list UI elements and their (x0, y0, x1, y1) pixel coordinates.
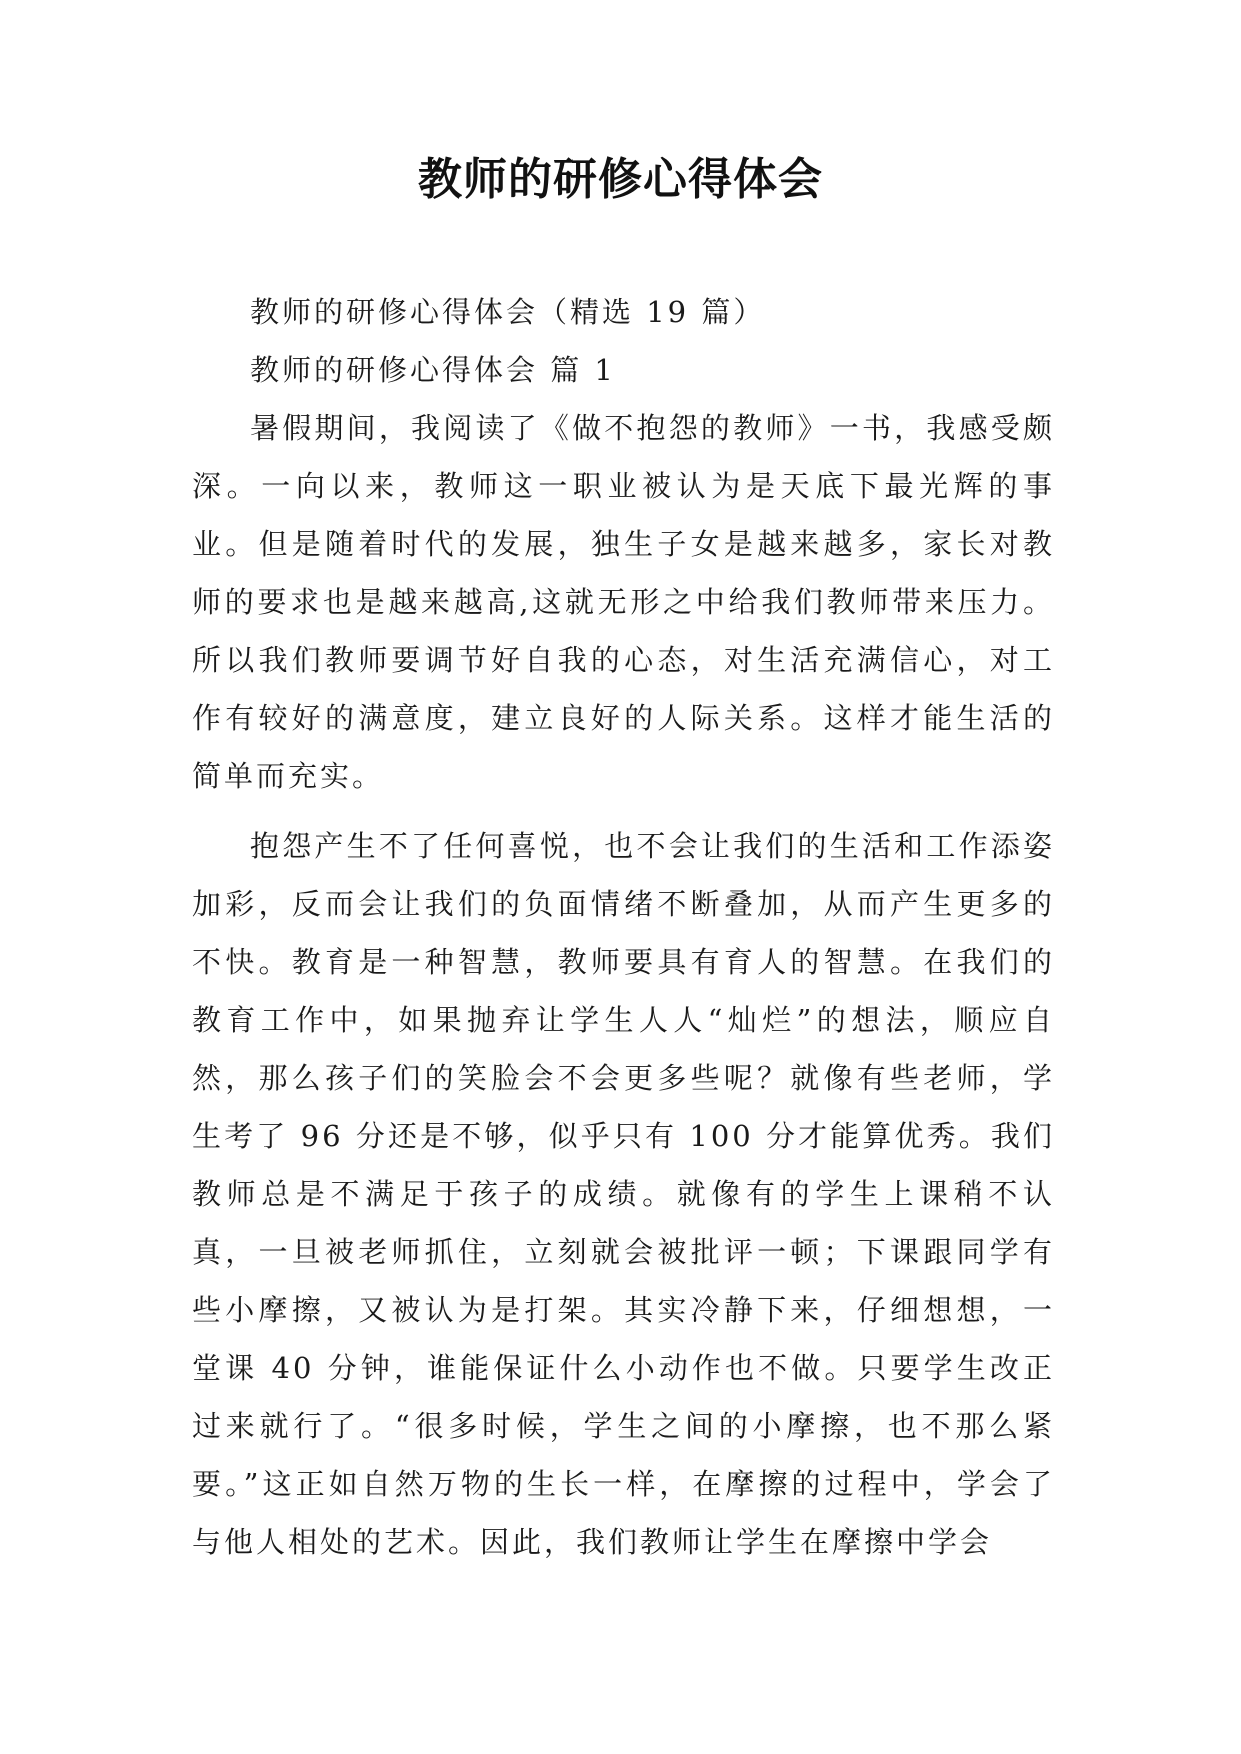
section-heading: 教师的研修心得体会 篇 1 (250, 353, 616, 387)
document-subtitle: 教师的研修心得体会（精选 19 篇） (250, 295, 766, 329)
paragraph: 暑假期间，我阅读了《做不抱怨的教师》一书，我感受颇深。一向以来，教师这一职业被认为是天底下最光辉的事业。但是随着时代的发展，独生子女是越来越多，家长对教师的要求也是越来越高,这就无形之中给我们教师带来压力。所以我们教师要调节好自我的心态，对生活充满信心，对工作有较好的满意度，建立良好的人际关系。这样才能生活的简单而充实。 (192, 411, 1055, 793)
paragraph: 抱怨产生不了任何喜悦，也不会让我们的生活和工作添姿加彩，反而会让我们的负面情绪不断叠加，从而产生更多的不快。教育是一种智慧，教师要具有育人的智慧。在我们的教育工作中，如果抛弃让学生人人“灿烂”的想法，顺应自然，那么孩子们的笑脸会不会更多些呢？就像有些老师，学生考了 96 分还是不够，似乎只有 100 分才能算优秀。我们教师总是不满足于孩子的成绩。就像有的学生上课稍不认真，一旦被老师抓住，立刻就会被批评一顿；下课跟同学有些小摩擦，又被认为是打架。其实冷静下来，仔细想想，一堂课 40 分钟，谁能保证什么小动作也不做。只要学生改正过来就行了。“很多时候，学生之间的小摩擦，也不那么紧要。”这正如自然万物的生长一样，在摩擦的过程中，学会了与他人相处的艺术。因此，我们教师让学生在摩擦中学会 (192, 829, 1055, 1559)
document-body (192, 283, 1055, 1571)
document-title: 教师的研修心得体会 (418, 154, 823, 205)
